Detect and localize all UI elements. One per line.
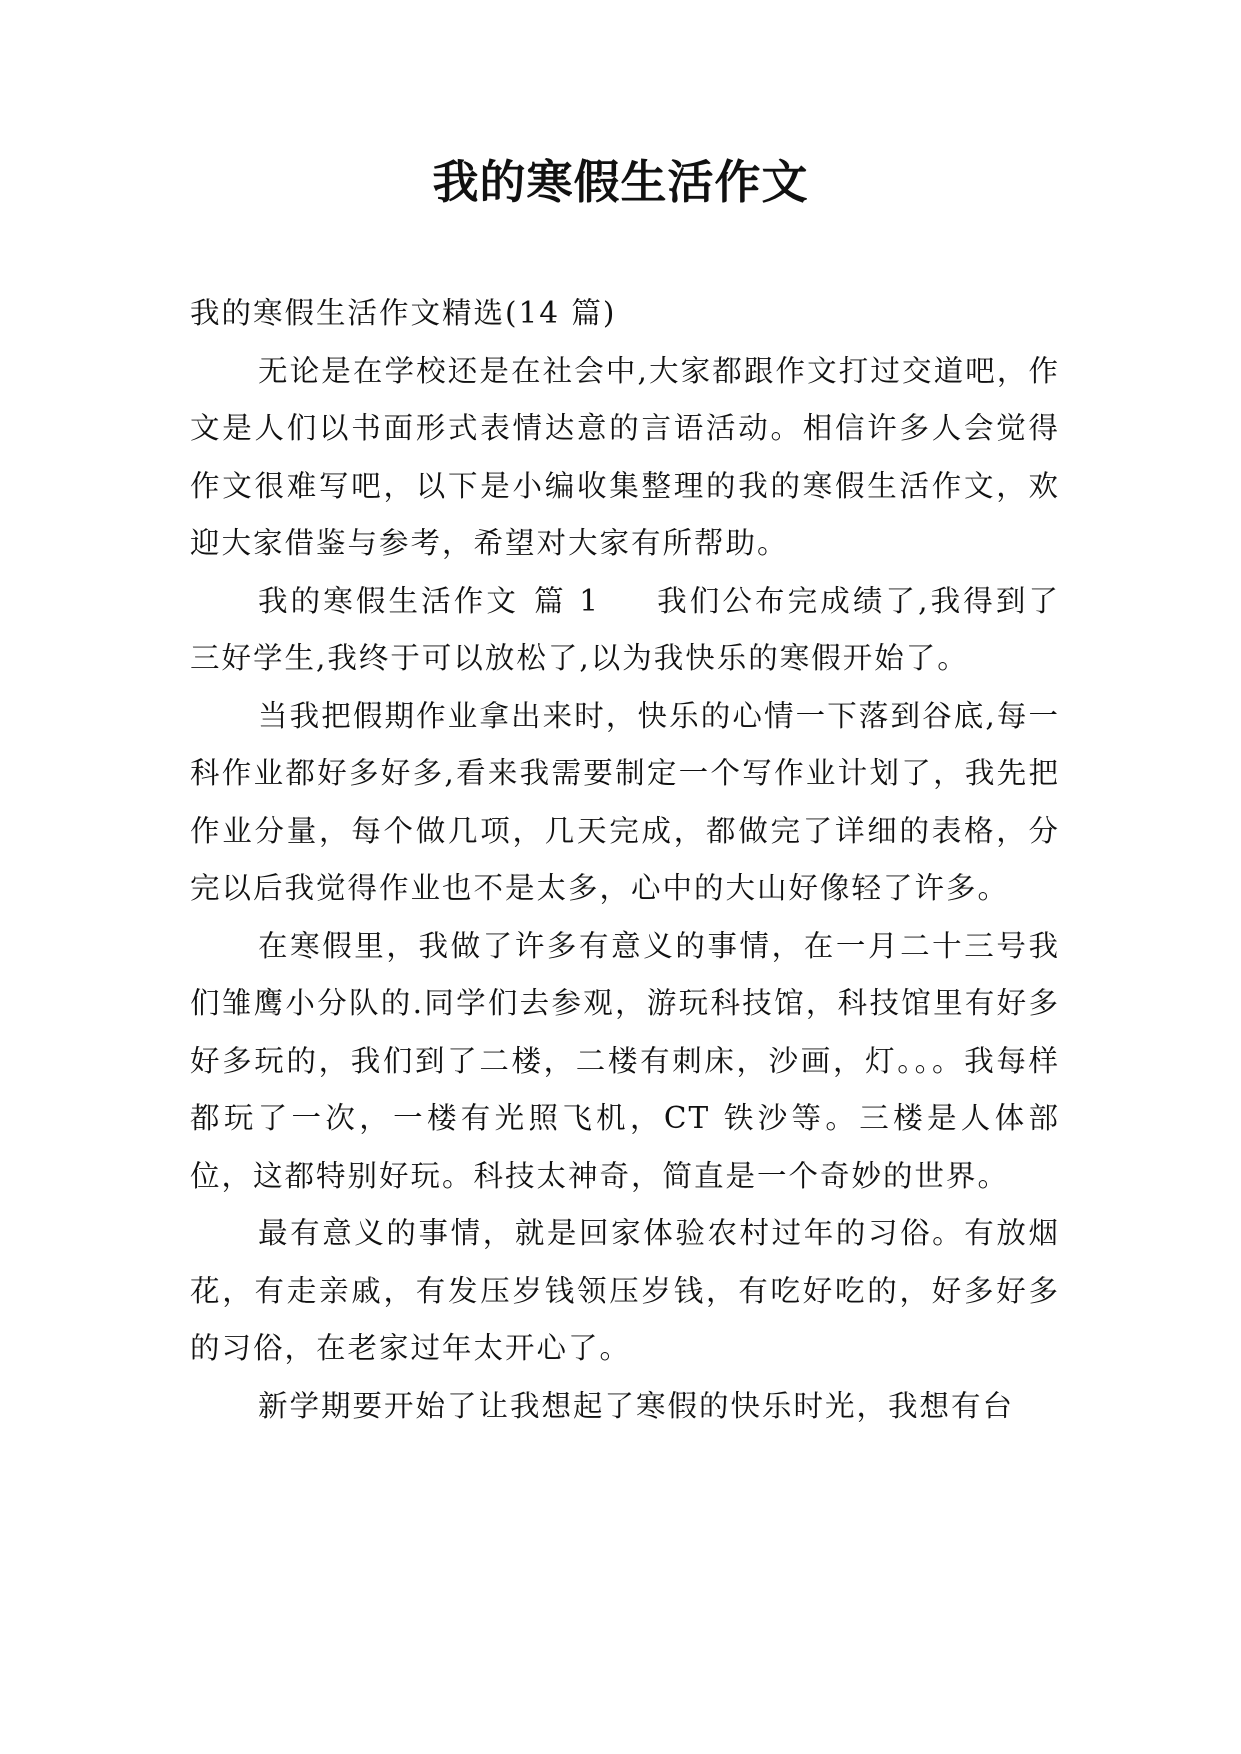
intro-paragraph: 无论是在学校还是在社会中,大家都跟作文打过交道吧，作文是人们以书面形式表情达意的言语活动。相信许多人会觉得作文很难写吧，以下是小编收集整理的我的寒假生活作文，欢迎大家借鉴与参考，希望对大家有所帮助。 xyxy=(190,353,1060,560)
document-subtitle: 我的寒假生活作文精选(14 篇) xyxy=(190,296,617,330)
body-paragraph: 当我把假期作业拿出来时，快乐的心情一下落到谷底,每一科作业都好多好多,看来我需要制定一个写作业计划了，我先把作业分量，每个做几项，几天完成，都做完了详细的表格，分完以后我觉得作业也不是太多，心中的大山好像轻了许多。 xyxy=(190,698,1060,905)
body-paragraph: 最有意义的事情，就是回家体验农村过年的习俗。有放烟花，有走亲戚，有发压岁钱领压岁钱，有吃好吃的，好多好多的习俗，在老家过年太开心了。 xyxy=(190,1216,1060,1365)
document-body xyxy=(190,285,1060,1435)
body-paragraph: 在寒假里，我做了许多有意义的事情，在一月二十三号我们雏鹰小分队的.同学们去参观，游玩科技馆，科技馆里有好多好多玩的，我们到了二楼，二楼有刺床，沙画，灯。。。我每样都玩了一次，一楼有光照飞机，CT 铁沙等。三楼是人体部位，这都特别好玩。科技太神奇，简直是一个奇妙的世界。 xyxy=(190,928,1060,1193)
section-label: 我的寒假生活作文 xyxy=(258,583,519,618)
body-paragraph: 新学期要开始了让我想起了寒假的快乐时光，我想有台 xyxy=(258,1388,1015,1423)
section-first-text: 我们公布完成绩了,我得到了三好学生,我终于可以放松了,以为我快乐的寒假开始了。 xyxy=(190,583,1060,675)
section-paragraph xyxy=(190,573,1060,688)
section-number: 篇 1 xyxy=(532,583,600,618)
document-title: 我的寒假生活作文 xyxy=(432,155,809,209)
